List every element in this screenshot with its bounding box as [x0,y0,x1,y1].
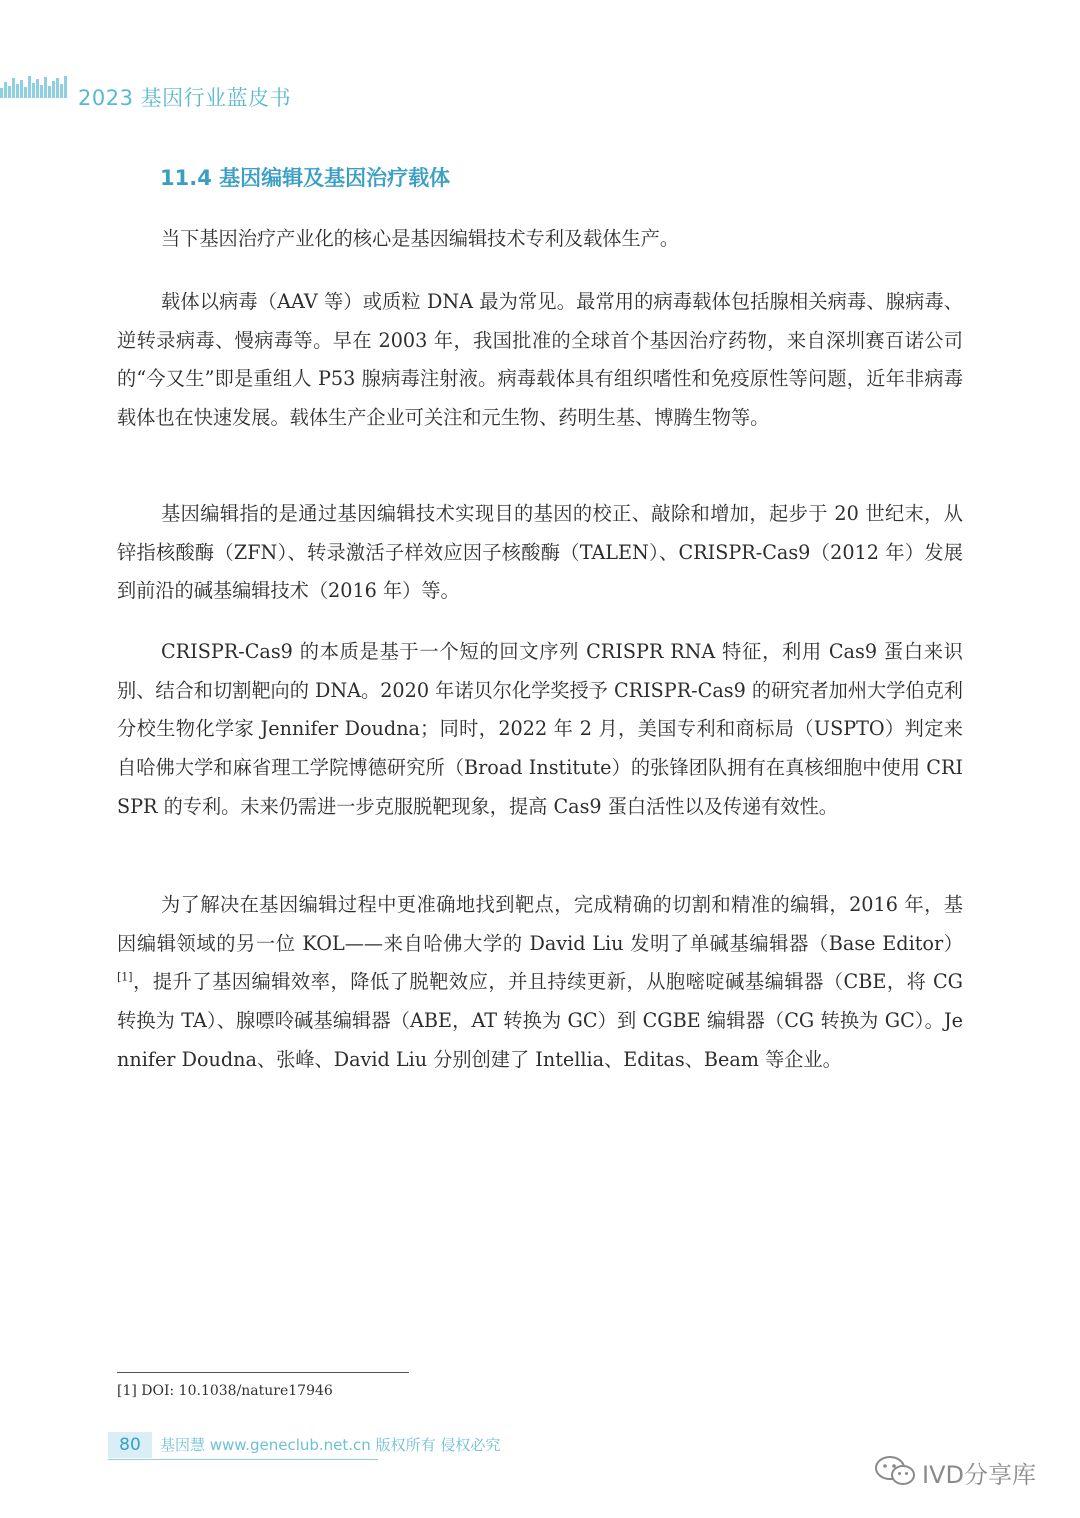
footnote-divider [117,1372,409,1373]
paragraph-text-after-ref: ，提升了基因编辑效率，降低了脱靶效应，并且持续更新，从胞嘧啶碱基编辑器（CBE，将 CG 转换为 TA）、腺嘌呤碱基编辑器（ABE，AT 转换为 GC）到 CGBE 编辑器（CG 转换为 GC）。Jennifer Doudna、张峰、David Liu 分别创建了 Intellia、Editas、Beam 等企业。 [117,970,963,1071]
running-header [0,72,600,112]
footer-text: 基因慧 www.geneclub.net.cn 版权所有 侵权必究 [160,1436,501,1454]
page-number: 80 [108,1432,152,1458]
watermark-text: IVD分享库 [922,1461,1036,1489]
header-bars-decoration [0,76,68,98]
paragraph-vectors: 载体以病毒（AAV 等）或质粒 DNA 最为常见。最常用的病毒载体包括腺相关病毒、腺病毒、逆转录病毒、慢病毒等。早在 2003 年，我国批准的全球首个基因治疗药物，来自深圳赛百诺公司的“今又生”即是重组人 P53 腺病毒注射液。病毒载体具有组织嗜性和免疫原性等问题，近年非病毒载体也在快速发展。载体生产企业可关注和元生物、药明生基、博腾生物等。 [117,290,963,430]
footnote: [1] DOI: 10.1038/nature17946 [117,1383,333,1399]
paragraph-gene-editing: 基因编辑指的是通过基因编辑技术实现目的基因的校正、敲除和增加，起步于 20 世纪末，从锌指核酸酶（ZFN）、转录激活子样效应因子核酸酶（TALEN）、CRISPR-Cas9（2012 年）发展到前沿的碱基编辑技术（2016 年）等。 [117,502,963,603]
footnote-reference[interactable]: [1] [117,971,133,985]
paragraph-crispr: CRISPR-Cas9 的本质是基于一个短的回文序列 CRISPR RNA 特征，利用 Cas9 蛋白来识别、结合和切割靶向的 DNA。2020 年诺贝尔化学奖授予 CRISPR-Cas9 的研究者加州大学伯克利分校生物化学家 Jennifer Doudna；同时，2022 年 2 月，美国专利和商标局（USPTO）判定来自哈佛大学和麻省理工学院博德研究所（Broad Institute）的张锋团队拥有在真核细胞中使用 CRISPR 的专利。未来仍需进一步克服脱靶现象，提高 Cas9 蛋白活性以及传递有效性。 [117,640,963,818]
paragraph-intro: 当下基因治疗产业化的核心是基因编辑技术专利及载体生产。 [161,227,680,250]
wechat-icon [872,1455,918,1487]
page-footer [108,1432,501,1460]
footer-divider [108,1459,378,1460]
header-title: 2023 基因行业蓝皮书 [78,86,292,110]
paragraph-text-before-ref: 为了解决在基因编辑过程中更准确地找到靶点，完成精确的切割和精准的编辑，2016 年，基因编辑领域的另一位 KOL——来自哈佛大学的 David Liu 发明了单碱基编辑器（Base Editor） [117,893,963,955]
paragraph-base-editing [117,886,963,1080]
section-heading: 11.4 基因编辑及基因治疗载体 [160,166,451,190]
watermark [872,1453,1062,1489]
